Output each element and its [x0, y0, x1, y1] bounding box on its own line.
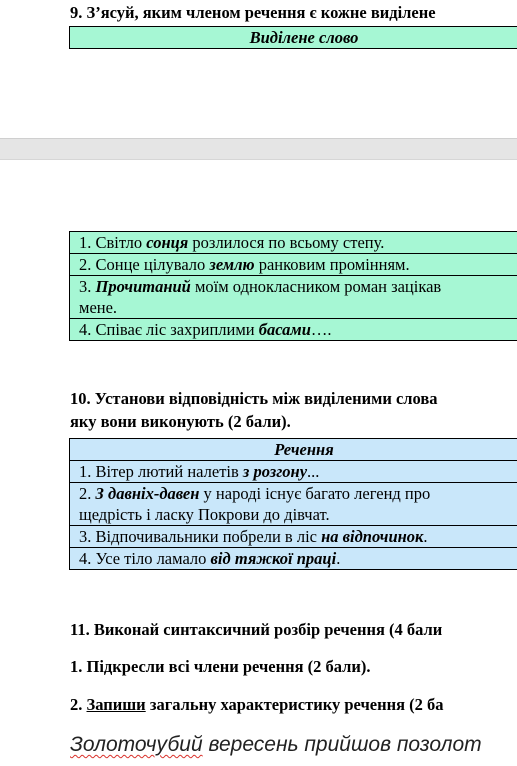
sentence-text: у народі існує багато легенд про — [199, 484, 431, 503]
task10-table-header: Речення — [70, 439, 517, 461]
sentence-text: ранковим промінням. — [254, 255, 410, 274]
sentence-to-parse — [70, 733, 482, 757]
step2-number: 2. — [70, 695, 87, 714]
task9-header-table — [69, 26, 517, 49]
table-row — [70, 254, 517, 276]
task11-title: 11. Виконай синтаксичний розбір речення (4 бали — [70, 620, 443, 639]
highlighted-word: сонця — [146, 233, 189, 252]
highlighted-word: землю — [209, 255, 255, 274]
sentence-text: моїм однокласником роман зацікав — [190, 277, 442, 296]
step2-keyword: Запиши — [86, 695, 146, 714]
spellcheck-flagged-word: Золоточубий — [70, 733, 203, 756]
sentence-continuation: мене. — [79, 298, 118, 317]
step2-text: загальну характеристику речення (2 ба — [145, 695, 444, 714]
table-row — [70, 276, 517, 319]
page-break — [0, 138, 517, 160]
highlighted-word: басами — [258, 320, 311, 339]
highlighted-word: З давніх-давен — [95, 484, 200, 503]
table-row — [70, 461, 517, 483]
sentence-text: 4. Усе тіло ламало — [79, 549, 211, 568]
task10-table — [69, 438, 517, 570]
task10-title-line1: 10. Установи відповідність між виділеними слова — [70, 389, 438, 408]
table-row — [70, 319, 517, 341]
sentence-text: розлилося по всьому степу. — [188, 233, 385, 252]
task10-title-line2: яку вони виконують (2 бали). — [70, 412, 291, 431]
sentence-text: 1. Вітер лютий налетів — [79, 462, 243, 481]
sentence-text: . — [423, 527, 428, 546]
sentence-text: 1. Світло — [79, 233, 147, 252]
sentence-text: ... — [307, 462, 320, 481]
sentence-text: . — [336, 549, 341, 568]
task11-step2 — [70, 695, 444, 715]
sentence-continuation: щедрість і ласку Покрови до дівчат. — [79, 505, 330, 524]
highlighted-word: Прочитаний — [95, 277, 191, 296]
table-row — [70, 548, 517, 570]
sentence-text: 2. — [79, 484, 96, 503]
task11-step1: 1. Підкресли всі члени речення (2 бали). — [70, 657, 371, 676]
task9-table-header: Виділене слово — [70, 27, 517, 49]
highlighted-word: від тяжкої праці — [210, 549, 337, 568]
sentence-text: 2. Сонце цілувало — [79, 255, 210, 274]
sentence-text: 3. Відпочивальники побрели в ліс — [79, 527, 322, 546]
task9-sentences-table — [69, 231, 517, 341]
table-row — [70, 232, 517, 254]
sentence-text: 3. — [79, 277, 96, 296]
sentence-rest: вересень прийшов позолот — [202, 733, 482, 756]
task9-title: 9. З’ясуй, яким членом речення є кожне виділене — [70, 3, 436, 22]
table-row — [70, 483, 517, 526]
sentence-text: 4. Співає ліс захриплими — [79, 320, 259, 339]
table-row — [70, 526, 517, 548]
sentence-text: …. — [310, 320, 332, 339]
highlighted-word: з розгону — [242, 462, 308, 481]
highlighted-word: на відпочинок — [321, 527, 424, 546]
